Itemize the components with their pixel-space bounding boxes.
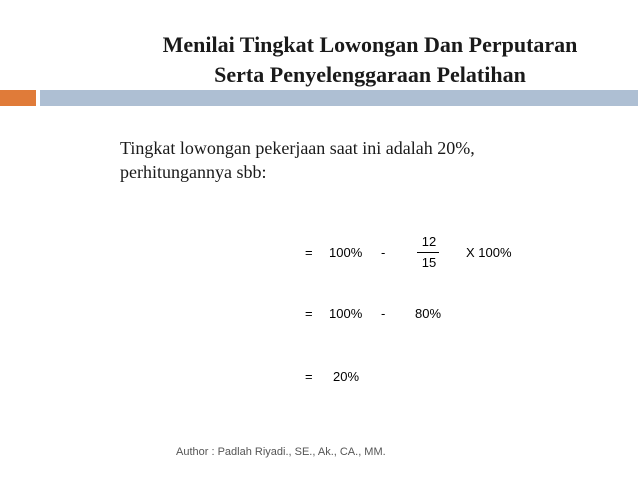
fraction-denominator: 15 xyxy=(421,255,437,270)
accent-bar-orange xyxy=(0,90,36,106)
slide-title-line-2: Serta Penyelenggaraan Pelatihan xyxy=(214,62,526,87)
calc-row2-equals: = xyxy=(305,306,313,321)
slide-title xyxy=(120,30,620,90)
calc-row1-times: X 100% xyxy=(466,245,512,260)
fraction-bar xyxy=(417,252,439,253)
calc-row3-equals: = xyxy=(305,369,313,384)
author-footer: Author : Padlah Riyadi., SE., Ak., CA., MM. xyxy=(176,446,386,458)
calc-row2-result: 80% xyxy=(415,306,442,321)
calc-row2-minus: - xyxy=(381,306,386,321)
calc-row3-value: 20% xyxy=(333,369,360,384)
calc-row1-value: 100% xyxy=(329,245,363,260)
calc-row2-value: 100% xyxy=(329,306,363,321)
calc-row1-minus: - xyxy=(381,245,386,260)
fraction-numerator: 12 xyxy=(421,234,437,249)
body-text xyxy=(120,136,620,184)
accent-bar-blue xyxy=(40,90,638,106)
accent-bar xyxy=(0,90,638,106)
calc-row1-equals: = xyxy=(305,245,313,260)
body-text-line-1: Tingkat lowongan pekerjaan saat ini adalah 20%, xyxy=(120,138,475,158)
body-text-line-2: perhitungannya sbb: xyxy=(120,162,267,182)
slide-title-line-1: Menilai Tingkat Lowongan Dan Perputaran xyxy=(162,32,578,57)
